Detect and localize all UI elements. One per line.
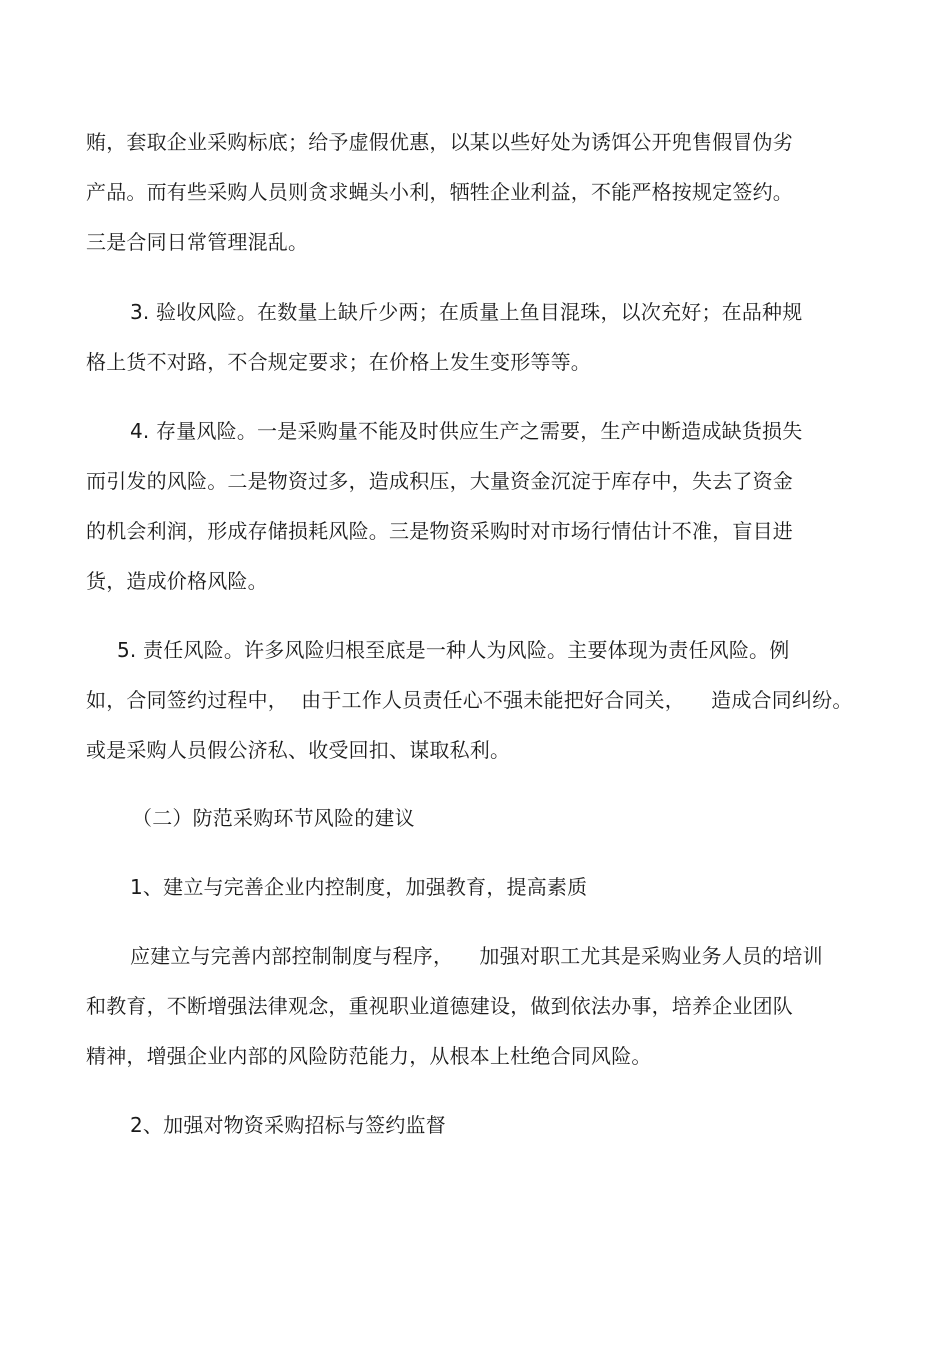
text-line: 4. 存量风险。一是采购量不能及时供应生产之需要，生产中断造成缺货损失 [130,419,803,443]
text-line: 如，合同签约过程中， 由于工作人员责任心不强未能把好合同关， 造成合同纠纷。 [86,688,853,712]
text-line: 和教育，不断增强法律观念，重视职业道德建设，做到依法办事，培养企业团队 [86,994,793,1018]
subsection-heading: 1、建立与完善企业内控制度，加强教育，提高素质 [130,875,588,899]
text-line: 3. 验收风险。在数量上缺斤少两；在质量上鱼目混珠，以次充好；在品种规 [130,300,803,324]
text-line: 精神，增强企业内部的风险防范能力，从根本上杜绝合同风险。 [86,1044,652,1068]
text-line: 应建立与完善内部控制制度与程序， 加强对职工尤其是采购业务人员的培训 [130,944,823,968]
text-line: 产品。而有些采购人员则贪求蝇头小利，牺牲企业利益，不能严格按规定签约。 [86,180,793,204]
text-line: 的机会利润，形成存储损耗风险。三是物资采购时对市场行情估计不准，盲目进 [86,519,793,543]
text-line: 三是合同日常管理混乱。 [86,230,309,254]
text-line: 贿，套取企业采购标底；给予虚假优惠，以某以些好处为诱饵公开兜售假冒伪劣 [86,130,793,154]
text-line: 货，造成价格风险。 [86,569,268,593]
subsection-heading: 2、加强对物资采购招标与签约监督 [130,1113,446,1137]
text-line: 而引发的风险。二是物资过多，造成积压，大量资金沉淀于库存中，失去了资金 [86,469,793,493]
section-heading: （二）防范采购环节风险的建议 [132,806,415,830]
text-line: 5. 责任风险。许多风险归根至底是一种人为风险。主要体现为责任风险。例 [117,638,790,662]
text-line: 格上货不对路，不合规定要求；在价格上发生变形等等。 [86,350,591,374]
text-line: 或是采购人员假公济私、收受回扣、谋取私利。 [86,738,511,762]
